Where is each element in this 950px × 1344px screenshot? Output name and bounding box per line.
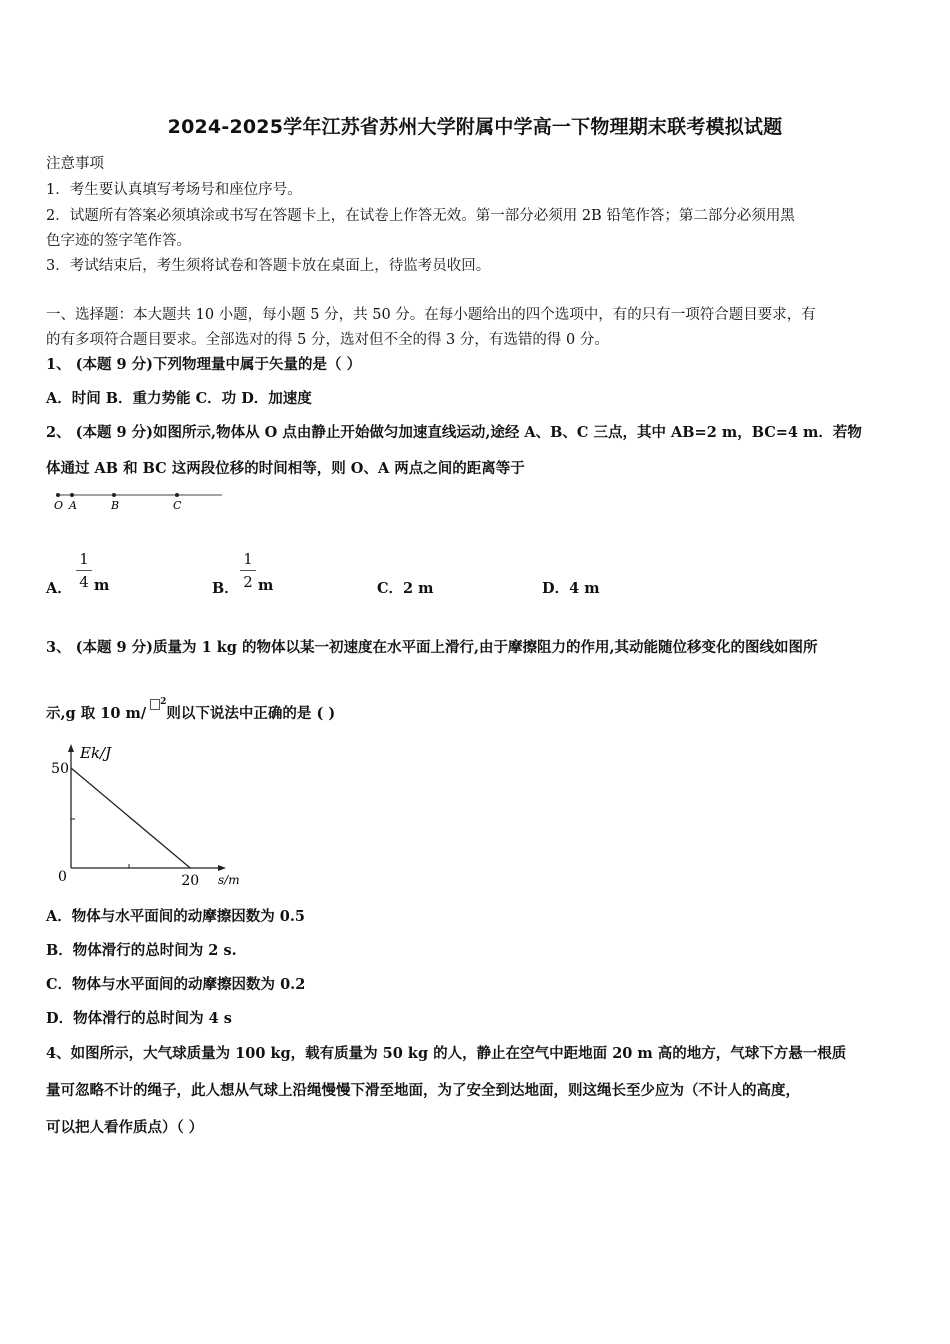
x-axis-label: s/m <box>218 873 240 887</box>
question-2-option-c: C．2 m <box>377 580 434 597</box>
notice-item-2a: 2．试题所有答案必须填涂或书写在答题卡上，在试卷上作答无效。第一部分必须用 2B 铅笔作答；第二部分必须用黑 <box>46 208 795 224</box>
fraction-bar <box>240 570 256 571</box>
y-axis-label: Ek/J <box>80 744 112 762</box>
exam-title: 2024-2025学年江苏省苏州大学附属中学高一下物理期末联考模拟试题 <box>167 116 783 138</box>
question-4-stem-line-1: 4、如图所示，大气球质量为 100 kg，载有质量为 50 kg 的人，静止在空气中距地面 20 m 高的地方，气球下方悬一根质 <box>46 1045 847 1062</box>
point-c-dot <box>175 493 179 497</box>
question-2-option-b-unit: m <box>258 577 274 594</box>
question-4-stem-line-2: 量可忽略不计的绳子，此人想从气球上沿绳慢慢下滑至地面，为了安全到达地面，则这绳长至少应为（不计人的高度， <box>46 1082 800 1099</box>
notice-heading: 注意事项 <box>46 156 104 172</box>
section-intro-line-1: 一、选择题：本大题共 10 小题，每小题 5 分，共 50 分。在每小题给出的四个选项中，有的只有一项符合题目要求，有 <box>46 307 816 323</box>
question-4-stem-line-3: 可以把人看作质点）（ ） <box>46 1119 204 1136</box>
question-2-option-a-label: A． <box>46 580 72 597</box>
notice-item-2b: 色字迹的签字笔作答。 <box>46 233 191 249</box>
question-2-stem-line-2: 体通过 AB 和 BC 这两段位移的时间相等，则 O、A 两点之间的距离等于 <box>46 460 525 477</box>
question-2-option-a-fraction <box>76 549 92 592</box>
question-3-stem-line-1: 3、 (本题 9 分)质量为 1 kg 的物体以某一初速度在水平面上滑行,由于摩擦阻力的作用,其动能随位移变化的图线如图所 <box>46 639 818 656</box>
fraction-numerator: 1 <box>243 550 253 568</box>
notice-item-1: 1．考生要认真填写考场号和座位序号。 <box>46 182 302 198</box>
fraction-bar <box>76 570 92 571</box>
question-3-stem-post: 则以下说法中正确的是 ( ) <box>166 705 336 722</box>
question-2-option-d: D．4 m <box>542 580 600 597</box>
missing-glyph-box <box>150 699 160 710</box>
question-3-stem-superscript: 2 <box>160 697 167 707</box>
question-3-option-d: D．物体滑行的总时间为 4 s <box>46 1010 232 1027</box>
point-a-label: A <box>69 499 77 512</box>
question-3-option-c: C．物体与水平面间的动摩擦因数为 0.2 <box>46 976 306 993</box>
question-3-option-b: B．物体滑行的总时间为 2 s. <box>46 942 237 959</box>
question-1-stem: 1、 (本题 9 分)下列物理量中属于矢量的是（ ） <box>46 356 362 373</box>
section-intro-line-2: 的有多项符合题目要求。全部选对的得 5 分，选对但不全的得 3 分，有选错的得 0 分。 <box>46 332 609 348</box>
point-a-dot <box>70 493 74 497</box>
x-tick-label: 20 <box>181 873 200 889</box>
question-3-stem-pre: 示,g 取 10 m/ <box>46 705 147 722</box>
ek-series-line <box>71 768 190 868</box>
question-1-options: A．时间 B．重力势能 C．功 D．加速度 <box>46 390 312 407</box>
point-b-label: B <box>111 499 120 512</box>
fraction-numerator: 1 <box>79 550 89 568</box>
x-axis-arrow <box>218 865 226 871</box>
y-axis-arrow <box>68 744 74 752</box>
question-2-option-a-unit: m <box>94 577 110 594</box>
point-o-label: O <box>54 499 64 512</box>
question-2-stem-line-1: 2、 (本题 9 分)如图所示,物体从 O 点由静止开始做匀加速直线运动,途经 A、B、C 三点，其中 AB=2 m，BC=4 m．若物 <box>46 424 862 441</box>
kinetic-energy-chart <box>44 738 254 894</box>
origin-label: 0 <box>58 869 67 885</box>
y-tick-label: 50 <box>51 761 69 777</box>
question-2-line-diagram <box>46 484 231 514</box>
question-3-option-a: A．物体与水平面间的动摩擦因数为 0.5 <box>46 908 306 925</box>
point-c-label: C <box>173 499 182 512</box>
fraction-denominator: 4 <box>79 573 89 591</box>
question-2-option-b-label: B． <box>212 580 239 597</box>
question-2-option-b-fraction <box>240 549 256 592</box>
notice-item-3: 3．考试结束后，考生须将试卷和答题卡放在桌面上，待监考员收回。 <box>46 258 491 274</box>
fraction-denominator: 2 <box>243 573 253 591</box>
point-b-dot <box>112 493 116 497</box>
point-o-dot <box>56 493 60 497</box>
question-3-stem-line-2 <box>46 697 335 723</box>
